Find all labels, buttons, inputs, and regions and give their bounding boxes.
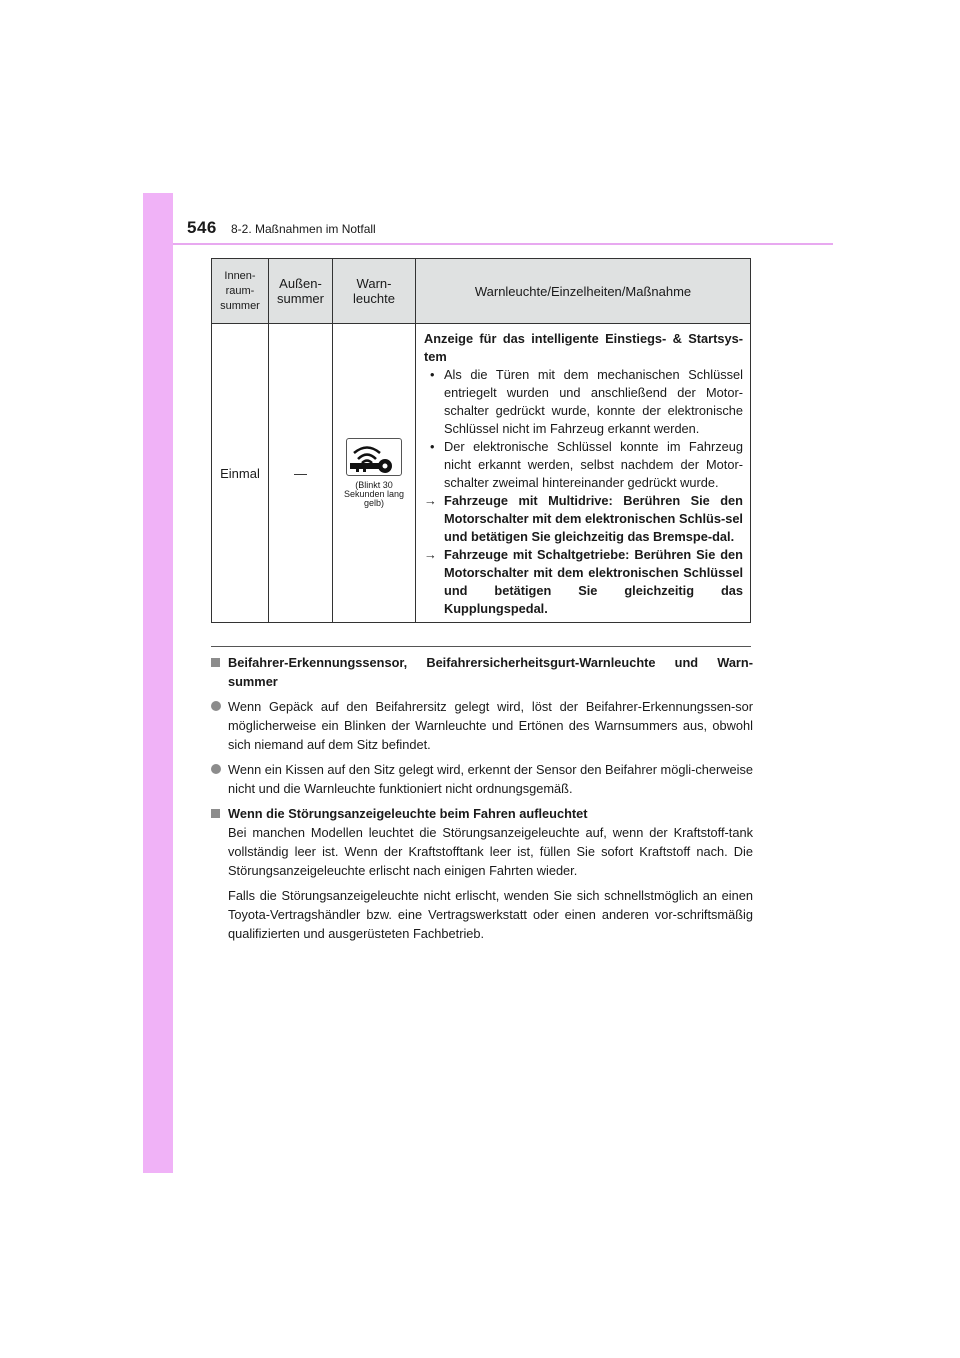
smart-key-warning-icon	[346, 438, 402, 476]
list-item-text: Wenn ein Kissen auf den Sitz gelegt wird, erkennt der Sensor den Beifahrer mögli-cherweise nicht und die Warnleuchte funktioniert nicht ordnungsgemäß.	[228, 762, 753, 796]
caption-line: gelb)	[363, 498, 384, 508]
square-bullet-icon	[211, 658, 220, 667]
section-divider	[211, 646, 751, 647]
details-bullet	[424, 438, 743, 492]
col-header-exterior-buzzer	[269, 259, 333, 324]
bullet-dot: •	[430, 439, 435, 454]
col-header-details: Warnleuchte/Einzelheiten/Maßnahme	[416, 259, 751, 324]
arrow-icon: →	[424, 493, 437, 508]
page-number: 546	[187, 218, 217, 237]
header-line: Außen-	[279, 276, 322, 291]
header-line: summer	[277, 291, 324, 306]
bullet-text: Der elektronische Schlüssel konnte im Fahrzeug nicht erkannt werden, selbst nachdem der Motor-schalter zweimal hintereinander gedrückt wurde.	[444, 439, 743, 490]
table-header-row	[212, 259, 751, 324]
header-line: leuchte	[353, 291, 395, 306]
bullet-dot: •	[430, 367, 435, 382]
arrow-icon: →	[424, 547, 437, 562]
details-title: Anzeige für das intelligente Einstiegs- & Startsys-tem	[424, 331, 743, 364]
list-item	[211, 697, 753, 754]
list-item-text: Wenn Gepäck auf den Beifahrersitz gelegt wird, löst der Beifahrer-Erkennungssen-sor möglicherweise ein Blinken der Warnleuchte und Ertönen des Warnsummers aus, obwohl sich niemand auf dem Sitz befindet.	[228, 699, 753, 752]
circle-bullet-icon	[211, 701, 221, 711]
caption-line: (Blinkt 30	[355, 480, 393, 490]
interior-buzzer-value: Einmal	[212, 324, 269, 623]
details-action	[424, 546, 743, 618]
header-line: raum-	[225, 284, 255, 297]
note-heading-text: Wenn die Störungsanzeigeleuchte beim Fahren aufleuchtet	[228, 806, 588, 821]
note-heading-malfunction	[211, 804, 753, 823]
list-item	[211, 760, 753, 798]
circle-bullet-icon	[211, 764, 221, 774]
action-text: Fahrzeuge mit Multidrive: Berühren Sie den Motorschalter mit dem elektronischen Schlüs-sel und betätigen Sie gleichzeitig das Bremspe-dal.	[444, 493, 743, 544]
col-header-interior-buzzer	[212, 259, 269, 324]
caption-line: Sekunden lang	[343, 489, 405, 499]
smart-key-warning-icon-graphic	[347, 439, 401, 475]
details-cell	[416, 324, 751, 623]
notes-body	[211, 653, 753, 943]
square-bullet-icon	[211, 809, 220, 818]
note-heading-passenger	[211, 653, 753, 691]
exterior-buzzer-value: —	[269, 324, 333, 623]
warning-table	[211, 258, 751, 623]
icon-caption	[334, 481, 414, 508]
col-header-warning-light	[333, 259, 416, 324]
chapter-sidebar-tab	[143, 193, 173, 1173]
paragraph: Bei manchen Modellen leuchtet die Störungsanzeigeleuchte auf, wenn der Kraftstoff-tank vollständig leer ist. Wenn der Kraftstofftank leer ist, füllen Sie sofort Kraftstoff nach. Die Störungsanzeigeleuchte erlischt nach einigen Fahrten wieder.	[228, 825, 753, 878]
paragraph: Falls die Störungsanzeigeleuchte nicht erlischt, wenden Sie sich schnellstmöglich an einen Toyota-Vertragshändler bzw. eine Vertragswerkstatt oder einen anderen vor-schriftsmäßig qualifizierten und ausgerüsteten Fachbetrieb.	[228, 888, 753, 941]
header-line: Innen-	[224, 269, 256, 282]
details-action	[424, 492, 743, 546]
details-bullet	[424, 366, 743, 438]
note-heading-text: Beifahrer-Erkennungssensor, Beifahrersicherheitsgurt-Warnleuchte und Warn-summer	[228, 655, 753, 689]
section-title: 8-2. Maßnahmen im Notfall	[231, 222, 376, 236]
header-rule	[173, 243, 833, 245]
warning-light-cell	[333, 324, 416, 623]
bullet-text: Als die Türen mit dem mechanischen Schlüssel entriegelt wurden und anschließend der Motor-schalter gedrückt wurde, konnte der elektronische Schlüssel nicht im Fahrzeug erkannt werden.	[444, 367, 743, 436]
table-row	[212, 324, 751, 623]
header-line: summer	[220, 299, 260, 312]
action-text: Fahrzeuge mit Schaltgetriebe: Berühren Sie den Motorschalter mit dem elektronischen Schlüssel und betätigen Sie gleichzeitig das Kupplungspedal.	[444, 547, 743, 616]
header-line: Warn-	[356, 276, 392, 291]
